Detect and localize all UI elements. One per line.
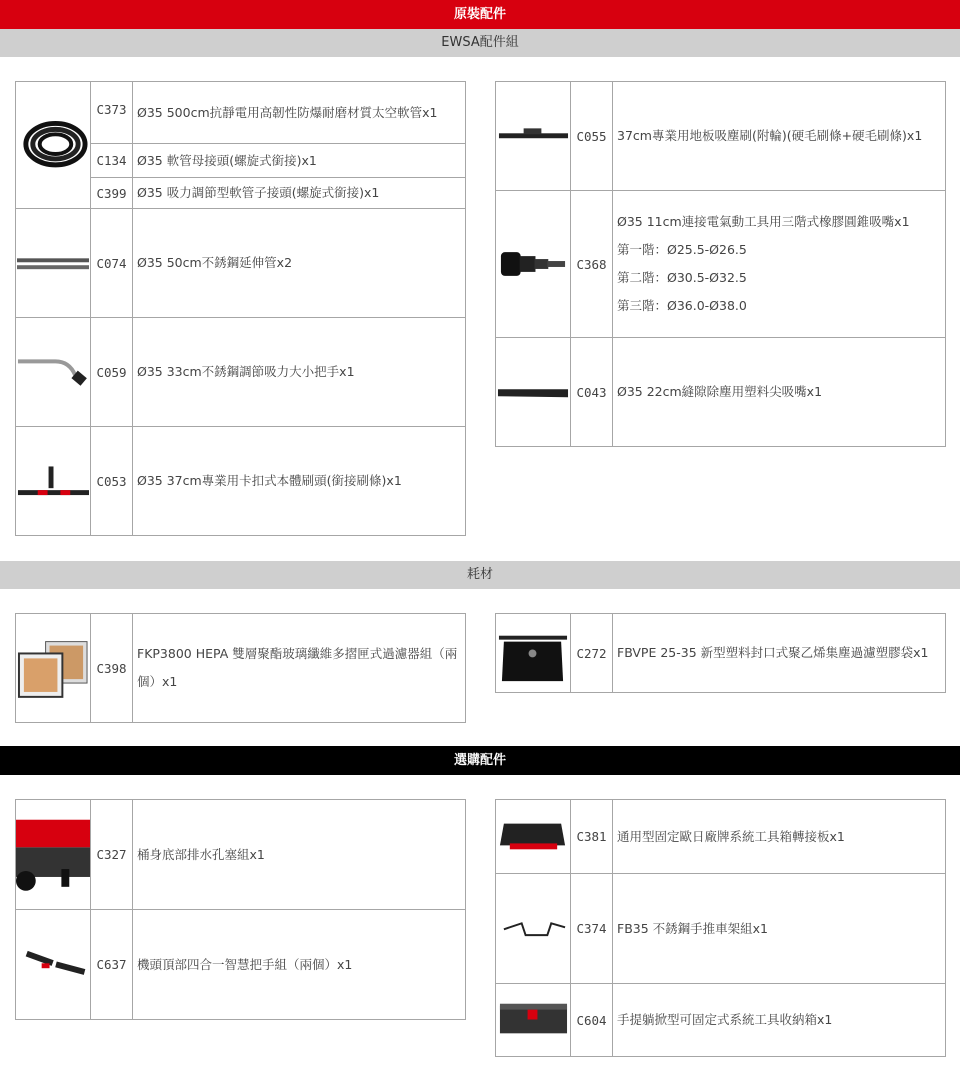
table-row	[16, 910, 466, 1020]
item-description-line: 第一階：Ø25.5-Ø26.5	[617, 242, 747, 257]
item-code: C373	[91, 82, 133, 144]
section-banner-optional: 選購配件	[0, 746, 960, 775]
table-row	[16, 82, 466, 144]
item-code: C053	[91, 427, 133, 536]
table-row	[496, 874, 946, 984]
item-description: FKP3800 HEPA 雙層聚酯玻璃纖維多摺匣式過濾器組（兩個）x1	[133, 614, 466, 723]
item-code: C074	[91, 209, 133, 318]
item-description-line: 第二階：Ø30.5-Ø32.5	[617, 270, 747, 285]
item-description: Ø35 33cm不銹鋼調節吸力大小把手x1	[133, 318, 466, 427]
item-description: Ø35 50cm不銹鋼延伸管x2	[133, 209, 466, 318]
extension-tube-icon	[16, 209, 91, 318]
ewsa-right-table	[495, 81, 946, 447]
rubber-cone-adapter-icon	[496, 191, 571, 338]
item-description: 桶身底部排水孔塞組x1	[133, 800, 466, 910]
item-description-line: Ø35 11cm連接電氣動工具用三階式橡膠圓錐吸嘴x1	[617, 214, 910, 229]
table-row	[496, 338, 946, 447]
table-row	[16, 800, 466, 910]
table-row	[496, 82, 946, 191]
item-description: Ø35 軟管母接頭(螺旋式銜接)x1	[133, 144, 466, 178]
dust-bag-icon	[496, 614, 571, 693]
item-code: C059	[91, 318, 133, 427]
bent-handle-icon	[16, 318, 91, 427]
item-code: C604	[571, 984, 613, 1057]
table-row	[16, 427, 466, 536]
consumables-left-table	[15, 613, 466, 723]
crevice-nozzle-icon	[496, 338, 571, 447]
item-description: 機頭頂部四合一智慧把手組（兩個）x1	[133, 910, 466, 1020]
consumables-right-table	[495, 613, 946, 693]
table-row	[496, 614, 946, 693]
item-code: C055	[571, 82, 613, 191]
item-code: C134	[91, 144, 133, 178]
table-row	[496, 984, 946, 1057]
trolley-frame-icon	[496, 874, 571, 984]
item-description: 37cm專業用地板吸塵刷(附輪)(硬毛刷條+硬毛刷條)x1	[613, 82, 946, 191]
table-row	[496, 800, 946, 874]
table-row	[16, 318, 466, 427]
item-description	[613, 191, 946, 338]
item-description: Ø35 吸力調節型軟管子接頭(螺旋式銜接)x1	[133, 178, 466, 209]
drain-plug-icon	[16, 800, 91, 910]
floor-nozzle-icon	[496, 82, 571, 191]
table-row	[16, 209, 466, 318]
item-description: FBVPE 25-35 新型塑料封口式聚乙烯集塵過濾塑膠袋x1	[613, 614, 946, 693]
item-code: C398	[91, 614, 133, 723]
item-description: Ø35 37cm專業用卡扣式本體刷頭(銜接刷條)x1	[133, 427, 466, 536]
coiled-hose-icon	[16, 82, 91, 209]
item-description-line: 第三階：Ø36.0-Ø38.0	[617, 298, 747, 313]
smart-handle-icon	[16, 910, 91, 1020]
section-banner-original: 原裝配件	[0, 0, 960, 29]
item-code: C637	[91, 910, 133, 1020]
floor-brush-icon	[16, 427, 91, 536]
optional-left-table	[15, 799, 466, 1020]
section-banner-consumables: 耗材	[0, 561, 960, 589]
item-description: Ø35 500cm抗靜電用高韌性防爆耐磨材質太空軟管x1	[133, 82, 466, 144]
optional-right-table	[495, 799, 946, 1057]
item-description: 通用型固定歐日廠牌系統工具箱轉接板x1	[613, 800, 946, 874]
item-code: C272	[571, 614, 613, 693]
item-code: C368	[571, 191, 613, 338]
item-description: Ø35 22cm縫隙除塵用塑料尖吸嘴x1	[613, 338, 946, 447]
ewsa-left-table	[15, 81, 466, 536]
item-code: C399	[91, 178, 133, 209]
item-description: FB35 不銹鋼手推車架組x1	[613, 874, 946, 984]
section-banner-ewsa: EWSA配件組	[0, 29, 960, 57]
item-code: C381	[571, 800, 613, 874]
table-row	[16, 614, 466, 723]
item-code: C327	[91, 800, 133, 910]
hepa-filter-icon	[16, 614, 91, 723]
item-code: C043	[571, 338, 613, 447]
systainer-box-icon	[496, 984, 571, 1057]
item-code: C374	[571, 874, 613, 984]
item-description: 手提躺掀型可固定式系統工具收納箱x1	[613, 984, 946, 1057]
adapter-plate-icon	[496, 800, 571, 874]
table-row	[496, 191, 946, 338]
